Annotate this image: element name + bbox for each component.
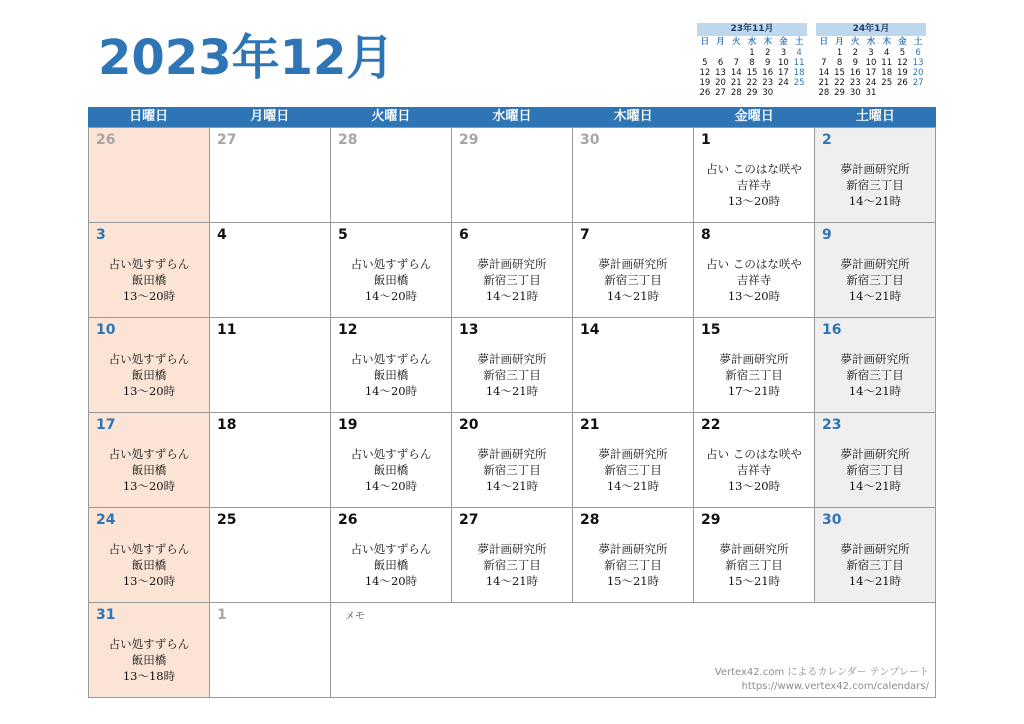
event-line: 占い このはな咲や — [706, 162, 802, 176]
event-line: 飯田橋 — [131, 653, 167, 667]
mini-day-number: 2 — [764, 48, 771, 58]
day-cell[interactable] — [89, 128, 210, 223]
event-line: 占い処すずらん — [350, 352, 432, 366]
mini-weekday-label: 日 — [700, 37, 710, 47]
event-block — [694, 541, 814, 589]
weekday-label: 木曜日 — [613, 109, 653, 124]
mini-day-number: 26 — [699, 88, 711, 98]
mini-day-number: 29 — [746, 88, 758, 98]
weekday-label: 土曜日 — [855, 109, 895, 124]
day-cell[interactable] — [694, 318, 815, 413]
mini-day-number: 7 — [733, 58, 739, 68]
day-number: 22 — [701, 417, 721, 433]
mini-day-number — [713, 48, 729, 58]
day-number: 29 — [701, 512, 721, 528]
day-cell[interactable] — [452, 223, 573, 318]
day-cell[interactable] — [89, 413, 210, 508]
event-line: 夢計画研究所 — [477, 542, 547, 556]
day-cell[interactable] — [89, 223, 210, 318]
event-block — [573, 541, 693, 589]
weekday-label: 金曜日 — [734, 109, 774, 124]
event-block — [815, 541, 935, 589]
mini-day-number — [879, 88, 895, 98]
day-cell[interactable] — [331, 413, 452, 508]
event-line: 13〜18時 — [122, 669, 176, 683]
event-line: 占い処すずらん — [108, 542, 190, 556]
day-number: 16 — [822, 322, 842, 338]
mini-day-number: 13 — [912, 58, 924, 68]
mini-day-number: 23 — [762, 78, 774, 88]
mini-weekday-label: 月 — [835, 37, 844, 47]
event-block — [89, 256, 209, 304]
event-line: 14〜21時 — [485, 574, 539, 588]
mini-day-number — [816, 48, 832, 58]
mini-day-number: 1 — [749, 48, 755, 58]
event-block — [452, 351, 572, 399]
event-block — [694, 161, 814, 209]
weekday-label: 日曜日 — [129, 109, 169, 124]
mini-day-number: 12 — [699, 68, 711, 78]
day-number: 19 — [338, 417, 358, 433]
mini-day-number: 17 — [778, 68, 789, 78]
event-block — [89, 541, 209, 589]
mini-day-number: 27 — [912, 78, 924, 88]
event-line: 飯田橋 — [131, 558, 167, 572]
mini-calendar-next-weekdays — [816, 37, 926, 47]
day-cell[interactable] — [573, 318, 694, 413]
event-block — [89, 636, 209, 684]
event-line: 占い処すずらん — [350, 447, 432, 461]
mini-calendar-prev-weekdays — [697, 37, 807, 47]
day-number: 5 — [338, 227, 348, 243]
mini-day-number: 19 — [699, 78, 711, 88]
mini-day-number: 14 — [818, 68, 830, 78]
event-line: 夢計画研究所 — [719, 542, 789, 556]
event-line: 新宿三丁目 — [604, 558, 662, 572]
event-line: 飯田橋 — [373, 368, 409, 382]
day-cell[interactable] — [210, 508, 331, 603]
event-block — [331, 351, 451, 399]
day-cell[interactable] — [573, 128, 694, 223]
day-cell[interactable] — [210, 318, 331, 413]
mini-day-number: 25 — [881, 78, 893, 88]
event-line: 夢計画研究所 — [477, 352, 547, 366]
mini-day-number: 21 — [818, 78, 830, 88]
mini-day-number: 25 — [793, 78, 805, 88]
mini-day-number: 18 — [793, 68, 805, 78]
event-line: 新宿三丁目 — [846, 463, 904, 477]
mini-day-number: 13 — [715, 68, 726, 78]
mini-weekday-label: 木 — [882, 37, 891, 47]
mini-day-number — [895, 88, 911, 98]
event-line: 夢計画研究所 — [840, 352, 910, 366]
mini-day-number: 14 — [730, 68, 742, 78]
mini-day-number: 16 — [849, 68, 861, 78]
day-cell[interactable] — [210, 223, 331, 318]
day-number: 28 — [338, 132, 358, 148]
day-cell[interactable] — [573, 413, 694, 508]
event-block — [694, 351, 814, 399]
day-cell[interactable] — [815, 413, 936, 508]
day-number: 23 — [822, 417, 842, 433]
day-number: 25 — [217, 512, 237, 528]
event-line: 14〜21時 — [485, 384, 539, 398]
event-line: 吉祥寺 — [736, 273, 772, 287]
event-line: 13〜20時 — [727, 194, 781, 208]
mini-day-number: 7 — [821, 58, 827, 68]
day-cell[interactable] — [694, 223, 815, 318]
event-line: 夢計画研究所 — [840, 542, 910, 556]
event-line: 15〜21時 — [727, 574, 781, 588]
event-line: 14〜21時 — [606, 479, 660, 493]
mini-day-number: 31 — [865, 88, 877, 98]
day-number: 15 — [701, 322, 721, 338]
event-line: 14〜21時 — [848, 574, 902, 588]
day-number: 11 — [217, 322, 237, 338]
event-line: 14〜21時 — [485, 289, 539, 303]
event-line: 占い処すずらん — [108, 257, 190, 271]
day-cell[interactable] — [331, 223, 452, 318]
event-block — [694, 256, 814, 304]
event-line: 夢計画研究所 — [598, 542, 668, 556]
day-cell[interactable] — [89, 318, 210, 413]
event-line: 14〜20時 — [364, 289, 418, 303]
mini-day-number: 17 — [865, 68, 877, 78]
mini-day-number: 4 — [796, 48, 802, 58]
day-cell[interactable] — [210, 128, 331, 223]
day-number: 31 — [96, 607, 116, 623]
event-line: 14〜20時 — [364, 574, 418, 588]
event-line: 新宿三丁目 — [604, 273, 662, 287]
day-number: 17 — [96, 417, 116, 433]
mini-day-number: 18 — [881, 68, 893, 78]
event-block — [331, 256, 451, 304]
mini-calendar-next-days — [816, 48, 926, 108]
event-line: 飯田橋 — [373, 463, 409, 477]
event-line: 占い処すずらん — [108, 352, 190, 366]
mini-weekday-label: 水 — [866, 37, 876, 47]
day-cell[interactable] — [815, 128, 936, 223]
event-line: 新宿三丁目 — [725, 368, 783, 382]
mini-day-number: 5 — [702, 58, 708, 68]
day-number: 1 — [701, 132, 711, 148]
event-line: 15〜21時 — [606, 574, 660, 588]
event-block — [573, 256, 693, 304]
event-line: 新宿三丁目 — [846, 178, 904, 192]
event-block — [89, 351, 209, 399]
mini-day-number: 22 — [746, 78, 758, 88]
day-cell[interactable] — [210, 603, 331, 698]
mini-day-number — [776, 88, 792, 98]
event-line: 飯田橋 — [131, 273, 167, 287]
event-line: 13〜20時 — [122, 479, 176, 493]
event-line: 14〜20時 — [364, 479, 418, 493]
mini-weekday-label: 土 — [913, 37, 923, 47]
day-cell[interactable] — [694, 128, 815, 223]
event-line: 14〜21時 — [606, 289, 660, 303]
day-number: 12 — [338, 322, 358, 338]
day-cell[interactable] — [452, 318, 573, 413]
day-number: 29 — [459, 132, 479, 148]
mini-day-number: 28 — [730, 88, 742, 98]
event-block — [573, 446, 693, 494]
event-line: 14〜21時 — [485, 479, 539, 493]
event-line: 占い処すずらん — [350, 542, 432, 556]
mini-day-number: 21 — [730, 78, 742, 88]
mini-day-number: 20 — [912, 68, 924, 78]
mini-day-number: 16 — [762, 68, 774, 78]
day-cell[interactable] — [452, 128, 573, 223]
day-number: 6 — [459, 227, 469, 243]
event-line: 夢計画研究所 — [477, 257, 547, 271]
day-cell[interactable] — [573, 223, 694, 318]
mini-day-number: 15 — [746, 68, 758, 78]
event-line: 新宿三丁目 — [846, 558, 904, 572]
event-line: 14〜21時 — [848, 194, 902, 208]
mini-day-number: 9 — [764, 58, 771, 68]
day-cell[interactable] — [815, 508, 936, 603]
event-line: 新宿三丁目 — [483, 273, 541, 287]
day-cell[interactable] — [694, 413, 815, 508]
event-line: 13〜20時 — [727, 289, 781, 303]
day-number: 24 — [96, 512, 116, 528]
day-cell[interactable] — [210, 413, 331, 508]
mini-weekday-label: 月 — [716, 37, 725, 47]
mini-day-number: 3 — [868, 48, 874, 58]
mini-day-number: 5 — [899, 48, 906, 58]
day-cell[interactable] — [694, 508, 815, 603]
weekday-label: 火曜日 — [371, 109, 411, 124]
day-cell[interactable] — [89, 508, 210, 603]
day-number: 10 — [96, 322, 116, 338]
event-block — [452, 446, 572, 494]
event-line: 夢計画研究所 — [477, 447, 547, 461]
mini-day-number: 11 — [881, 58, 893, 68]
mini-calendar-prev — [697, 23, 807, 108]
mini-weekday-label: 金 — [898, 37, 907, 47]
event-block — [89, 446, 209, 494]
mini-day-number — [728, 48, 744, 58]
mini-day-number: 9 — [852, 58, 858, 68]
day-cell[interactable] — [331, 508, 452, 603]
memo-label: メモ — [345, 611, 365, 622]
mini-day-number: 15 — [834, 68, 845, 78]
mini-day-number: 6 — [915, 48, 921, 58]
mini-weekday-label: 金 — [779, 37, 788, 47]
day-number: 7 — [580, 227, 590, 243]
calendar-title: 2023年12月 — [98, 30, 395, 86]
event-line: 夢計画研究所 — [840, 257, 910, 271]
credit-text: Vertex42.com によるカレンダー テンプレート — [714, 667, 929, 678]
event-line: 夢計画研究所 — [840, 447, 910, 461]
event-line: 14〜20時 — [364, 384, 418, 398]
day-number: 14 — [580, 322, 600, 338]
mini-day-number: 27 — [715, 88, 726, 98]
event-line: 吉祥寺 — [736, 463, 772, 477]
day-number: 27 — [459, 512, 479, 528]
mini-day-number — [697, 48, 713, 58]
mini-day-number: 8 — [836, 58, 843, 68]
event-line: 14〜21時 — [848, 384, 902, 398]
mini-day-number: 20 — [715, 78, 726, 88]
month-calendar — [88, 107, 936, 697]
day-number: 8 — [701, 227, 711, 243]
mini-day-number: 24 — [778, 78, 789, 88]
event-block — [331, 446, 451, 494]
day-number: 28 — [580, 512, 600, 528]
day-cell[interactable] — [89, 603, 210, 698]
day-number: 27 — [217, 132, 237, 148]
event-line: 新宿三丁目 — [846, 273, 904, 287]
day-number: 3 — [96, 227, 106, 243]
event-line: 飯田橋 — [131, 463, 167, 477]
event-block — [815, 351, 935, 399]
day-cell[interactable] — [452, 508, 573, 603]
event-line: 14〜21時 — [848, 289, 902, 303]
event-line: 夢計画研究所 — [719, 352, 789, 366]
event-block — [452, 256, 572, 304]
event-line: 13〜20時 — [122, 289, 176, 303]
mini-day-number: 12 — [897, 58, 908, 68]
mini-day-number: 11 — [793, 58, 805, 68]
mini-day-number: 1 — [836, 48, 843, 58]
day-cell[interactable] — [331, 128, 452, 223]
mini-day-number — [791, 88, 807, 98]
mini-day-number: 19 — [897, 68, 908, 78]
mini-day-number: 30 — [762, 88, 774, 98]
mini-day-number: 28 — [818, 88, 830, 98]
mini-day-number: 3 — [780, 48, 787, 58]
mini-day-number: 23 — [849, 78, 861, 88]
event-line: 夢計画研究所 — [598, 257, 668, 271]
day-number: 9 — [822, 227, 832, 243]
mini-day-number: 22 — [834, 78, 845, 88]
mini-day-number: 10 — [865, 58, 877, 68]
mini-day-number — [910, 88, 926, 98]
event-line: 占い このはな咲や — [706, 447, 802, 461]
mini-day-number: 30 — [849, 88, 861, 98]
day-number: 30 — [822, 512, 842, 528]
mini-weekday-label: 日 — [819, 37, 829, 47]
mini-weekday-label: 土 — [794, 37, 804, 47]
event-block — [694, 446, 814, 494]
event-line: 占い このはな咲や — [706, 257, 802, 271]
event-line: 飯田橋 — [131, 368, 167, 382]
event-line: 新宿三丁目 — [604, 463, 662, 477]
mini-calendar-next — [816, 23, 926, 108]
weekday-header — [88, 107, 936, 127]
weekday-label: 月曜日 — [250, 109, 290, 124]
mini-calendar-prev-days — [697, 48, 807, 108]
day-number: 26 — [338, 512, 358, 528]
event-line: 13〜20時 — [122, 384, 176, 398]
mini-calendar-next-title: 24年1月 — [816, 23, 926, 36]
event-line: 占い処すずらん — [108, 447, 190, 461]
mini-day-number: 6 — [717, 58, 724, 68]
mini-day-number: 8 — [749, 58, 755, 68]
day-number: 20 — [459, 417, 479, 433]
day-number: 30 — [580, 132, 600, 148]
mini-weekday-label: 水 — [747, 37, 757, 47]
event-line: 17〜21時 — [727, 384, 781, 398]
weekday-label: 水曜日 — [492, 109, 532, 124]
event-line: 13〜20時 — [122, 574, 176, 588]
event-line: 占い処すずらん — [350, 257, 432, 271]
event-line: 夢計画研究所 — [840, 162, 910, 176]
event-block — [452, 541, 572, 589]
day-number: 26 — [96, 132, 116, 148]
mini-day-number: 26 — [897, 78, 908, 88]
event-line: 飯田橋 — [373, 273, 409, 287]
day-cell[interactable] — [815, 223, 936, 318]
event-block — [815, 446, 935, 494]
day-cell[interactable] — [452, 413, 573, 508]
day-number: 2 — [822, 132, 832, 148]
event-block — [815, 161, 935, 209]
event-line: 夢計画研究所 — [598, 447, 668, 461]
mini-weekday-label: 火 — [732, 37, 741, 47]
event-line: 占い処すずらん — [108, 637, 190, 651]
mini-day-number: 2 — [852, 48, 858, 58]
event-line: 13〜20時 — [727, 479, 781, 493]
day-number: 21 — [580, 417, 600, 433]
day-number: 13 — [459, 322, 479, 338]
mini-day-number: 10 — [778, 58, 789, 68]
event-block — [331, 541, 451, 589]
day-number: 18 — [217, 417, 237, 433]
event-line: 新宿三丁目 — [483, 463, 541, 477]
mini-calendar-prev-title: 23年11月 — [697, 23, 807, 36]
day-number: 1 — [217, 607, 227, 623]
calendar-grid — [88, 127, 936, 698]
event-line: 吉祥寺 — [736, 178, 772, 192]
mini-day-number: 24 — [865, 78, 877, 88]
day-cell[interactable] — [573, 508, 694, 603]
event-block — [815, 256, 935, 304]
template-credit — [715, 666, 929, 694]
event-line: 新宿三丁目 — [846, 368, 904, 382]
day-cell[interactable] — [815, 318, 936, 413]
event-line: 飯田橋 — [373, 558, 409, 572]
event-line: 新宿三丁目 — [725, 558, 783, 572]
mini-day-number: 4 — [883, 48, 890, 58]
mini-weekday-label: 火 — [851, 37, 860, 47]
mini-day-number: 29 — [834, 88, 845, 98]
credit-url: https://www.vertex42.com/calendars/ — [741, 681, 929, 692]
memo-area[interactable] — [331, 603, 936, 698]
day-cell[interactable] — [331, 318, 452, 413]
day-number: 4 — [217, 227, 227, 243]
event-line: 新宿三丁目 — [483, 368, 541, 382]
event-line: 新宿三丁目 — [483, 558, 541, 572]
mini-weekday-label: 木 — [763, 37, 772, 47]
event-line: 14〜21時 — [848, 479, 902, 493]
